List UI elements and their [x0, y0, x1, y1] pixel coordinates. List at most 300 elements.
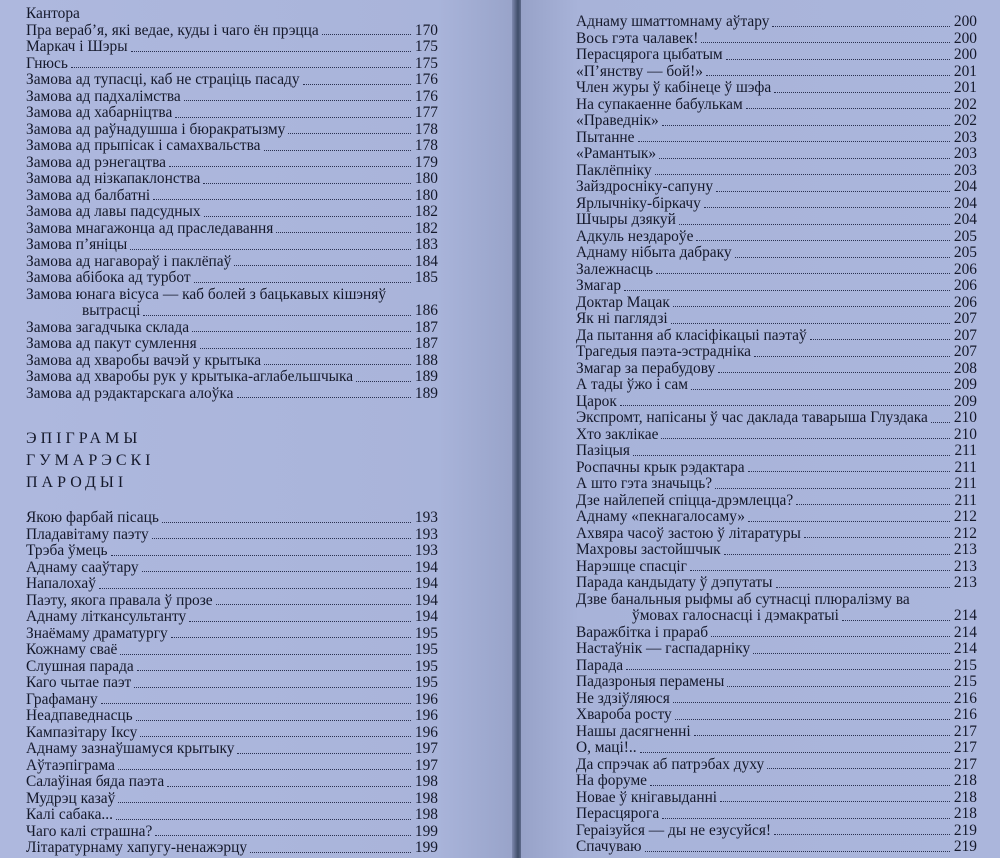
dot-leader	[715, 488, 950, 489]
toc-entry-page: 193	[414, 542, 438, 559]
dot-leader	[767, 768, 950, 769]
toc-entry-page: 186	[414, 302, 438, 319]
toc-entry	[576, 476, 977, 493]
dot-leader	[711, 636, 950, 637]
toc-entry	[26, 824, 438, 841]
toc-entry	[26, 659, 438, 676]
dot-leader	[716, 191, 950, 192]
toc-entry-page: 195	[414, 624, 438, 642]
toc-entry-page: 178	[414, 120, 438, 138]
toc-entry	[576, 674, 977, 691]
toc-entry-page: 218	[953, 805, 977, 822]
toc-entry-title: Паклёпніку	[576, 161, 652, 179]
toc-entry-page: 176	[414, 87, 438, 105]
dot-leader	[746, 108, 950, 109]
toc-entry-title-line2: ўмовах галоснасці і дэмакратыі	[632, 607, 839, 624]
dot-leader	[234, 265, 411, 266]
toc-entry	[576, 542, 977, 559]
toc-entry-page: 215	[953, 656, 977, 674]
toc-entry-title: Якою фарбай пісаць	[26, 509, 159, 526]
toc-entry	[576, 773, 977, 790]
toc-entry-title: Кожнаму сваё	[26, 641, 118, 658]
dot-leader	[675, 719, 950, 720]
toc-entry	[26, 725, 438, 742]
toc-entry-title: Кампазітару Іксу	[26, 723, 138, 741]
toc-entry-title: Аднаму шматтомнаму аўтару	[576, 13, 770, 30]
toc-entry-page: 196	[414, 690, 438, 708]
toc-entry-page: 216	[953, 706, 977, 723]
toc-entry-title: Аднаму літкансультанту	[26, 608, 187, 625]
toc-entry-title: Неадпаведнасць	[26, 707, 133, 724]
toc-entry	[576, 575, 977, 592]
toc-entry	[26, 221, 438, 238]
dot-leader	[640, 752, 950, 753]
dot-leader	[142, 571, 411, 572]
dot-leader	[701, 42, 950, 43]
toc-entry-page: 218	[953, 788, 977, 806]
dot-leader	[116, 819, 411, 820]
toc-entry-title: Змагар за перабудову	[576, 359, 716, 377]
toc-entry-title: О, маці!..	[576, 739, 637, 756]
toc-entry-title: Змагар	[576, 277, 622, 294]
dot-leader	[633, 455, 950, 456]
dot-leader	[661, 438, 950, 439]
toc-entry-page: 213	[953, 574, 977, 591]
toc-entry-title: Аднаму нібыта дабраку	[576, 244, 732, 261]
toc-entry-title: Настаўнік — гаспадарніку	[576, 640, 751, 657]
toc-entry	[26, 576, 438, 593]
toc-entry-page: 218	[953, 772, 977, 789]
toc-entry-page: 211	[954, 458, 977, 476]
toc-entry-page: 203	[953, 128, 977, 146]
toc-entry-page: 187	[414, 335, 438, 352]
toc-entry-title: Перасцярога цыбатым	[576, 46, 723, 63]
toc-entry-title: Замова ад лавы падсудных	[26, 203, 201, 220]
toc-entry-title: Аднаму «пекнагалосаму»	[576, 508, 746, 525]
toc-entry	[26, 23, 438, 40]
toc-entry	[576, 823, 977, 840]
toc-entry	[576, 163, 977, 180]
toc-entry-page: 209	[953, 392, 977, 410]
toc-entry	[26, 254, 438, 271]
dot-leader	[706, 75, 950, 76]
toc-entry-page: 206	[953, 260, 977, 278]
toc-entry	[26, 336, 438, 353]
dot-leader	[696, 240, 950, 241]
toc-entry-page: 180	[414, 170, 438, 187]
toc-entry-title: Экспромт, напісаны ў час даклада таварыша Глуздака	[576, 409, 928, 426]
toc-entry-title: «П’янству — бой!»	[576, 62, 703, 80]
toc-entry-page: 189	[414, 384, 438, 402]
dot-leader	[71, 67, 411, 68]
toc-entry-page: 195	[414, 641, 438, 658]
dot-leader	[140, 736, 411, 737]
toc-entry	[576, 526, 977, 543]
dot-leader	[152, 538, 411, 539]
toc-entry-page: 198	[414, 806, 438, 823]
toc-entry	[576, 146, 977, 163]
toc-entry-page: 194	[414, 558, 438, 576]
toc-entry	[576, 179, 977, 196]
toc-entry-title: Замова загадчыка склада	[26, 318, 190, 336]
toc-entry	[576, 196, 977, 213]
toc-entry-title: Ахвяра часоў застою ў літаратуры	[576, 524, 801, 542]
section-heading-line: ПАРОДЫІ	[26, 474, 128, 491]
toc-entry	[26, 6, 438, 23]
dot-leader	[679, 224, 950, 225]
toc-entry	[26, 560, 438, 577]
toc-entry-page: 176	[414, 71, 438, 88]
toc-entry-page: 207	[953, 343, 977, 360]
dot-leader	[118, 769, 411, 770]
toc-entry-title: Літаратурнаму хапугу-ненажэрцу	[26, 839, 248, 856]
toc-entry-title: Замова ад пакут сумлення	[26, 335, 197, 352]
dot-leader	[99, 588, 411, 589]
dot-leader	[776, 587, 950, 588]
toc-entry	[26, 609, 438, 626]
dot-leader	[175, 117, 411, 118]
toc-entry	[576, 691, 977, 708]
dot-leader	[167, 786, 411, 787]
toc-entry	[576, 740, 977, 757]
dot-leader	[645, 851, 950, 852]
toc-entry	[576, 757, 977, 774]
dot-leader	[250, 852, 411, 853]
toc-entry	[26, 708, 438, 725]
toc-entry-page: 215	[953, 673, 977, 690]
dot-leader	[774, 834, 950, 835]
toc-entry	[26, 626, 438, 643]
dot-leader	[131, 51, 411, 52]
toc-entry-title: Гнюсь	[26, 54, 68, 72]
toc-entry-title: Хвароба росту	[576, 706, 672, 723]
dot-leader	[655, 174, 950, 175]
toc-entry	[26, 237, 438, 254]
dot-leader	[673, 702, 950, 703]
toc-entry-title: Пра вераб’я, які ведае, куды і чаго ён прэцца	[26, 21, 319, 39]
dot-leader	[194, 282, 411, 283]
toc-entry-page: 205	[953, 227, 977, 245]
toc-entry-page: 200	[953, 29, 977, 47]
toc-entry-title: Трэба ўмець	[26, 542, 108, 559]
toc-entry-title: Спачуваю	[576, 838, 642, 855]
toc-entry-title: Перасцярога	[576, 805, 660, 822]
toc-entry-page: 216	[953, 689, 977, 707]
toc-entry	[26, 122, 438, 139]
dot-leader	[237, 753, 411, 754]
toc-entry-title: Замова ад хваробы рук у крытыка-аглабельшчыка	[26, 368, 354, 385]
toc-entry	[576, 130, 977, 147]
toc-entry-page: 182	[414, 219, 438, 237]
dot-leader	[748, 471, 950, 472]
dot-leader	[624, 290, 950, 291]
toc-entry-title: Замова ад тупасці, каб не страціць пасаду	[26, 71, 300, 88]
dot-leader	[120, 654, 411, 655]
dot-leader	[796, 504, 950, 505]
toc-entry-page: 203	[953, 145, 977, 162]
toc-entry	[576, 47, 977, 64]
toc-entry	[26, 353, 438, 370]
toc-entry-title: Замова ад падхалімства	[26, 87, 181, 105]
dot-leader	[735, 257, 950, 258]
dot-leader	[303, 84, 411, 85]
toc-entry	[576, 262, 977, 279]
toc-entry-page: 213	[953, 541, 977, 558]
toc-entry	[26, 593, 438, 610]
toc-entry	[576, 344, 977, 361]
toc-entry-title: Замова ад хваробы вачэй у крытыка	[26, 351, 262, 369]
toc-entry	[576, 460, 977, 477]
toc-entry-title: Замова ад рэдактарскага алоўка	[26, 384, 234, 402]
toc-entry	[576, 31, 977, 48]
dot-leader	[804, 537, 950, 538]
dot-leader	[192, 331, 411, 332]
toc-entry	[576, 14, 977, 31]
toc-entry-page: 219	[953, 821, 977, 839]
toc-entry-title: Хто заклікае	[576, 425, 659, 443]
toc-entry-page: 204	[953, 194, 977, 212]
toc-entry-title: Не здзіўляюся	[576, 689, 670, 707]
toc-entry-page: 194	[414, 608, 438, 625]
toc-entry-page: 201	[953, 79, 977, 96]
toc-entry	[26, 171, 438, 188]
toc-entry	[576, 295, 977, 312]
dot-leader	[101, 703, 411, 704]
dot-leader	[264, 150, 411, 151]
toc-entry-page: 214	[953, 640, 977, 657]
toc-entry-page: 200	[953, 46, 977, 63]
toc-entry	[26, 56, 438, 73]
toc-entry	[576, 559, 977, 576]
toc-entry	[26, 840, 438, 857]
right-page	[521, 0, 1000, 858]
toc-entry-page: 189	[414, 368, 438, 385]
dot-leader	[200, 348, 411, 349]
toc-entry-title: Знаёмаму драматургу	[26, 624, 168, 642]
toc-entry-page: 210	[953, 425, 977, 443]
toc-entry	[576, 658, 977, 675]
dot-leader	[724, 554, 950, 555]
dot-leader	[671, 323, 950, 324]
dot-leader	[143, 315, 411, 316]
toc-entry	[576, 394, 977, 411]
toc-entry-title-line1: Дзве банальныя рыфмы аб сутнасці плюралізму ва	[576, 590, 910, 608]
dot-leader	[136, 720, 411, 721]
toc-entry-title: Маркач і Шэры	[26, 38, 128, 55]
toc-entry-page: 170	[414, 21, 438, 39]
toc-entry-title: Як ні паглядзі	[576, 310, 668, 327]
toc-entry-title: Нашы дасягненні	[576, 722, 691, 740]
dot-leader	[184, 100, 411, 101]
toc-entry	[576, 311, 977, 328]
dot-leader	[810, 339, 950, 340]
toc-entry-page: 200	[953, 13, 977, 30]
toc-entry	[26, 642, 438, 659]
dot-leader	[673, 306, 950, 307]
toc-entry-title: Аднаму сааўтару	[26, 558, 139, 576]
toc-entry-page: 194	[414, 591, 438, 609]
toc-entry-page: 217	[953, 739, 977, 756]
dot-leader	[134, 687, 411, 688]
toc-entry-title: Калі сабака...	[26, 806, 113, 823]
dot-leader	[748, 521, 950, 522]
toc-entry	[576, 790, 977, 807]
dot-leader	[690, 570, 950, 571]
toc-entry-page: 206	[953, 293, 977, 311]
toc-entry-page: 219	[953, 838, 977, 855]
toc-entry-title: Залежнасць	[576, 260, 653, 278]
toc-entry-title: Член журы ў кабінеце ў шэфа	[576, 79, 772, 96]
toc-entry-page: 211	[954, 475, 977, 492]
dot-leader	[169, 166, 411, 167]
toc-entry-title: Махровы застойшчык	[576, 541, 721, 558]
toc-entry-title: Аўтаэпіграма	[26, 756, 115, 774]
toc-entry	[26, 692, 438, 709]
toc-entry-title: Замова ад нізкапаклонства	[26, 170, 201, 187]
dot-leader	[118, 802, 411, 803]
toc-entry-page: 195	[414, 657, 438, 675]
toc-entry-title: Нарэшце спасціг	[576, 557, 687, 575]
toc-entry	[26, 758, 438, 775]
toc-entry-page: 212	[953, 508, 977, 525]
dot-leader	[662, 125, 950, 126]
toc-entry-page: 187	[414, 318, 438, 336]
toc-entry-title: Роспачны крык рэдактара	[576, 458, 745, 476]
toc-entry	[576, 806, 977, 823]
toc-entry-page: 209	[953, 376, 977, 393]
toc-entry	[26, 39, 438, 56]
toc-entry-title: Паэту, якога правала ў прозе	[26, 591, 213, 609]
dot-leader	[356, 381, 411, 382]
toc-entry-title: Варажбітка і прараб	[576, 623, 709, 641]
toc-entry	[576, 113, 977, 130]
toc-entry	[26, 138, 438, 155]
dot-leader	[288, 133, 411, 134]
dot-leader	[189, 621, 411, 622]
toc-entry-page: 217	[953, 755, 977, 773]
toc-entry-title: Пладавітаму паэту	[26, 525, 149, 543]
toc-entry-page: 175	[414, 38, 438, 55]
toc-entry-title-line2: вытрасці	[82, 302, 141, 319]
toc-entry	[576, 80, 977, 97]
toc-entry-title: Новае ў кнігавыданні	[576, 788, 718, 806]
toc-entry-page: 196	[414, 707, 438, 724]
toc-entry-title: Адкуль нездароўе	[576, 227, 694, 245]
toc-entry-title: Замова ад нагавораў і паклёпаў	[26, 252, 232, 270]
toc-entry	[576, 592, 977, 625]
toc-entry	[26, 791, 438, 808]
toc-entry-page: 201	[953, 62, 977, 80]
toc-entry-title: А што гэта значыць?	[576, 475, 713, 492]
dot-leader	[691, 389, 950, 390]
toc-entry-title: Замова ад балбатні	[26, 186, 151, 204]
dot-leader	[203, 183, 411, 184]
toc-entry-page: 217	[953, 722, 977, 740]
toc-entry-title: Парада кандыдату ў дэпутаты	[576, 574, 773, 591]
dot-leader	[720, 801, 950, 802]
dot-leader	[650, 785, 950, 786]
toc-entry-title: Мудрэц казаў	[26, 789, 116, 807]
toc-entry	[26, 543, 438, 560]
toc-entry-page: 188	[414, 351, 438, 369]
toc-entry	[576, 641, 977, 658]
toc-entry-title: Падазроныя перамены	[576, 673, 725, 690]
toc-entry-title: Замова ад рэнегацтва	[26, 153, 166, 171]
toc-list-left-section	[26, 510, 438, 857]
toc-entry-title: Замова ад раўнадушша і бюракратызму	[26, 120, 286, 138]
toc-entry-page: 179	[414, 153, 438, 171]
toc-entry	[576, 64, 977, 81]
toc-entry-page: 208	[953, 359, 977, 377]
toc-entry	[576, 427, 977, 444]
toc-entry	[26, 807, 438, 824]
toc-entry	[26, 155, 438, 172]
section-heading	[26, 428, 155, 494]
toc-entry	[576, 509, 977, 526]
dot-leader	[659, 158, 950, 159]
toc-entry	[26, 105, 438, 122]
toc-entry-page: 210	[953, 409, 977, 426]
dot-leader	[216, 604, 411, 605]
toc-entry-title: Кантора	[26, 5, 80, 22]
toc-entry-title: Замова ад прыпісак і самахвальства	[26, 137, 261, 154]
dot-leader	[772, 26, 950, 27]
toc-entry-title: На форуме	[576, 772, 648, 789]
toc-entry-title: Чаго калі страшна?	[26, 822, 153, 840]
dot-leader	[727, 686, 950, 687]
toc-entry-title: Салаўіная бяда паэта	[26, 773, 165, 790]
toc-entry-page: 197	[414, 756, 438, 774]
toc-entry-title: Доктар Мацак	[576, 293, 670, 311]
toc-entry-title-line1: Замова юнага вісуса — каб болей з бацькавых кішэняў	[26, 285, 387, 303]
toc-entry	[576, 443, 977, 460]
toc-entry-title: Парада	[576, 656, 624, 674]
toc-entry-title: Замова мнагажонца ад праследавання	[26, 219, 274, 237]
toc-entry-title: Зайздросніку-сапуну	[576, 178, 714, 195]
toc-entry-title: Аднаму зазнаўшамуся крытыку	[26, 740, 235, 757]
toc-entry-page: 198	[414, 789, 438, 807]
toc-entry-page: 184	[414, 252, 438, 270]
dot-leader	[704, 207, 950, 208]
dot-leader	[111, 555, 411, 556]
toc-entry-page: 197	[414, 740, 438, 757]
toc-entry	[576, 410, 977, 427]
toc-entry	[576, 377, 977, 394]
toc-entry-page: 207	[953, 326, 977, 344]
toc-entry-title: Пазіцыя	[576, 442, 630, 459]
dot-leader	[276, 232, 411, 233]
toc-entry-page: 213	[953, 557, 977, 575]
toc-entry-title: А тады ўжо і сам	[576, 376, 688, 393]
toc-entry-title: Царок	[576, 392, 617, 410]
toc-entry	[26, 72, 438, 89]
toc-entry-title: «Рамантык»	[576, 145, 657, 162]
toc-entry-page: 198	[414, 773, 438, 790]
toc-entry-page: 202	[953, 95, 977, 113]
toc-entry-page: 206	[953, 277, 977, 294]
toc-entry-page: 193	[414, 525, 438, 543]
toc-entry-page: 207	[953, 310, 977, 327]
toc-entry-title: Замова ад хабарніцтва	[26, 104, 173, 121]
dot-leader	[842, 620, 950, 621]
toc-entry	[576, 707, 977, 724]
toc-entry-page: 180	[414, 186, 438, 204]
dot-leader	[931, 422, 950, 423]
toc-entry	[26, 320, 438, 337]
toc-entry-page: 183	[414, 236, 438, 253]
toc-entry-page: 195	[414, 674, 438, 691]
toc-entry-page: 194	[414, 575, 438, 592]
